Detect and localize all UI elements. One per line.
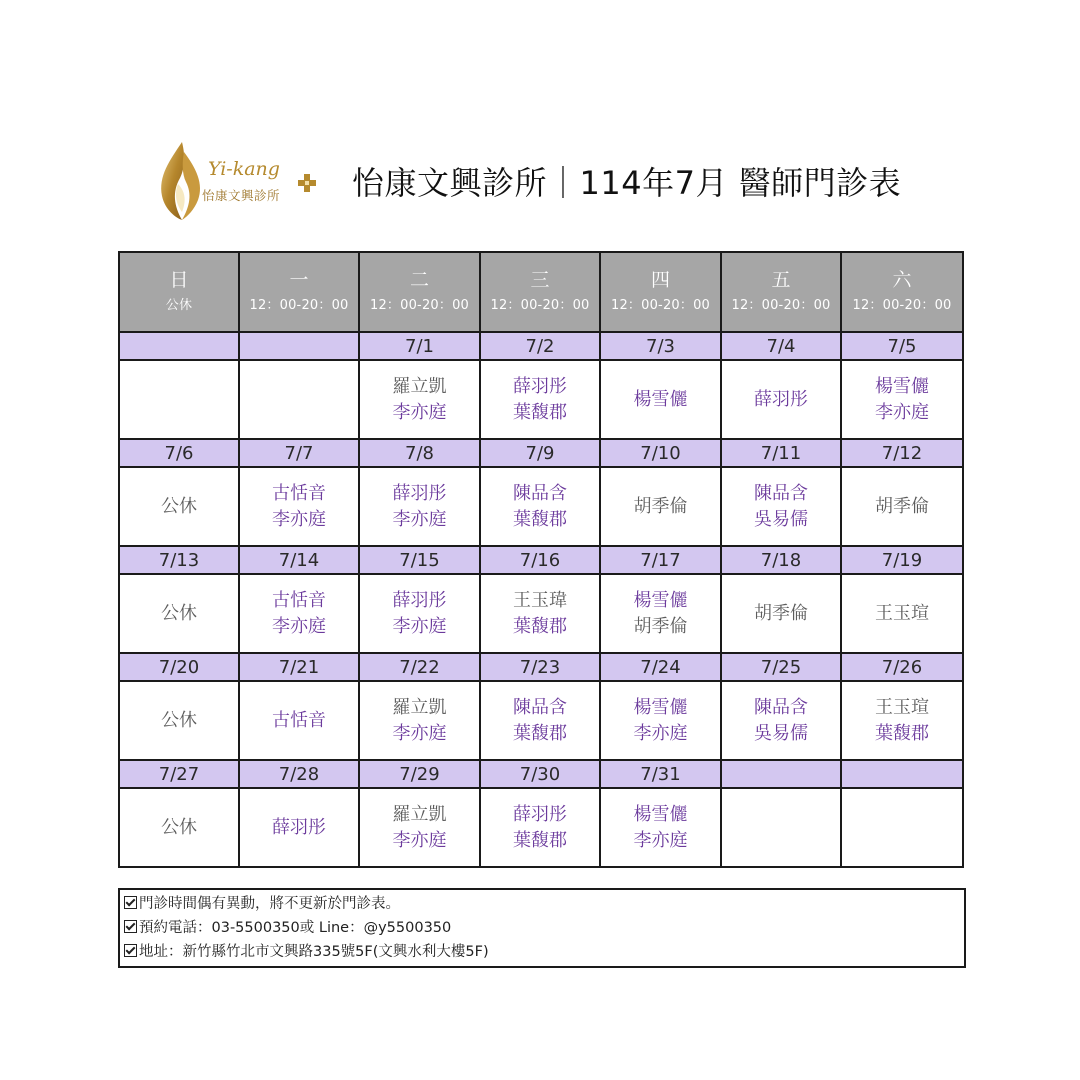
doctor-name: 李亦庭 <box>392 615 447 637</box>
date-cell: 7/15 <box>359 546 480 574</box>
doctor-name: 葉馥郡 <box>513 722 567 744</box>
date-cell: 7/28 <box>239 760 359 788</box>
date-cell <box>239 332 359 360</box>
doctor-cell <box>721 788 841 867</box>
doctor-name: 李亦庭 <box>875 401 929 423</box>
doctor-cell <box>359 681 480 760</box>
closed-label: 公休 <box>161 602 197 624</box>
doctor-name: 陳品含 <box>754 696 808 718</box>
doctor-cell <box>480 360 600 439</box>
doctor-name: 吳易儒 <box>754 722 808 744</box>
date-cell: 7/4 <box>721 332 841 360</box>
clinic-hours-label: 12：00-20：00 <box>490 298 590 313</box>
doctor-name: 葉馥郡 <box>513 508 567 530</box>
weekday-header-cell <box>841 252 963 332</box>
date-row <box>119 760 963 788</box>
date-cell: 7/29 <box>359 760 480 788</box>
doctor-cell <box>359 574 480 653</box>
weekday-header-cell <box>600 252 721 332</box>
doctor-name: 王玉瑄 <box>875 602 929 624</box>
doctor-cell <box>721 574 841 653</box>
doctor-name: 胡季倫 <box>875 495 929 517</box>
doctor-cell <box>600 360 721 439</box>
doctor-name: 葉馥郡 <box>513 829 567 851</box>
doctor-cell <box>119 360 239 439</box>
notes-box <box>118 888 966 968</box>
schedule-table <box>118 251 964 868</box>
doctor-cell <box>600 467 721 546</box>
doctor-cell <box>841 467 963 546</box>
doctor-row <box>119 467 963 546</box>
doctor-name: 古恬音 <box>272 709 326 731</box>
date-cell: 7/30 <box>480 760 600 788</box>
note-line: 預約電話：03-5500350或 Line：@y5500350 <box>124 916 964 940</box>
doctor-cell <box>721 681 841 760</box>
date-cell: 7/25 <box>721 653 841 681</box>
date-row <box>119 546 963 574</box>
doctor-cell <box>841 788 963 867</box>
doctor-cell <box>359 360 480 439</box>
doctor-name: 楊雪儷 <box>633 388 688 410</box>
doctor-name: 古恬音 <box>272 589 326 611</box>
clinic-hours-label: 12：00-20：00 <box>852 298 952 313</box>
flame-logo-icon <box>152 140 212 222</box>
date-cell: 7/26 <box>841 653 963 681</box>
date-cell: 7/24 <box>600 653 721 681</box>
date-cell: 7/13 <box>119 546 239 574</box>
closed-label: 公休 <box>161 709 197 731</box>
weekday-header-cell <box>239 252 359 332</box>
doctor-name: 薛羽彤 <box>513 375 567 397</box>
doctor-name: 李亦庭 <box>633 722 688 744</box>
doctor-name: 葉馥郡 <box>513 401 567 423</box>
doctor-name: 吳易儒 <box>754 508 808 530</box>
doctor-name: 李亦庭 <box>392 401 447 423</box>
checkbox-icon <box>124 896 137 909</box>
doctor-cell <box>119 788 239 867</box>
clinic-hours-label: 12：00-20：00 <box>731 298 831 313</box>
doctor-name: 陳品含 <box>513 482 567 504</box>
date-row <box>119 332 963 360</box>
clinic-hours-label: 12：00-20：00 <box>610 298 711 313</box>
date-cell: 7/8 <box>359 439 480 467</box>
weekday-label: 日 <box>169 269 189 291</box>
doctor-name: 胡季倫 <box>633 495 688 517</box>
date-cell: 7/1 <box>359 332 480 360</box>
doctor-name: 古恬音 <box>272 482 326 504</box>
doctor-name: 楊雪儷 <box>875 375 929 397</box>
doctor-cell <box>841 681 963 760</box>
clinic-hours-label: 12：00-20：00 <box>249 298 349 313</box>
weekday-header-cell <box>721 252 841 332</box>
date-cell <box>721 760 841 788</box>
doctor-name: 楊雪儷 <box>633 589 688 611</box>
date-cell: 7/31 <box>600 760 721 788</box>
doctor-row <box>119 788 963 867</box>
date-row <box>119 439 963 467</box>
checkbox-icon <box>124 920 137 933</box>
doctor-name: 李亦庭 <box>633 829 688 851</box>
doctor-cell <box>359 467 480 546</box>
doctor-cell <box>600 574 721 653</box>
date-cell: 7/22 <box>359 653 480 681</box>
date-cell <box>119 332 239 360</box>
weekday-label: 三 <box>530 269 550 291</box>
weekday-header-cell <box>480 252 600 332</box>
doctor-cell <box>480 788 600 867</box>
weekday-label: 四 <box>650 269 670 291</box>
date-cell: 7/5 <box>841 332 963 360</box>
doctor-cell <box>480 467 600 546</box>
date-cell: 7/14 <box>239 546 359 574</box>
logo-name-text: 怡康文興診所 <box>202 188 281 203</box>
doctor-name: 王玉瑋 <box>513 589 567 611</box>
date-cell: 7/6 <box>119 439 239 467</box>
closed-label: 公休 <box>161 816 197 838</box>
doctor-name: 薛羽彤 <box>272 816 326 838</box>
date-cell: 7/20 <box>119 653 239 681</box>
note-line: 地址：新竹縣竹北市文興路335號5F(文興水利大樓5F) <box>124 940 964 964</box>
doctor-name: 楊雪儷 <box>633 803 688 825</box>
doctor-name: 陳品含 <box>754 482 808 504</box>
weekday-header-row <box>119 252 963 332</box>
date-cell: 7/16 <box>480 546 600 574</box>
doctor-cell <box>119 574 239 653</box>
doctor-name: 李亦庭 <box>272 615 326 637</box>
doctor-row <box>119 360 963 439</box>
doctor-name: 胡季倫 <box>633 615 688 637</box>
doctor-cell <box>721 360 841 439</box>
date-cell: 7/9 <box>480 439 600 467</box>
checkbox-icon <box>124 944 137 957</box>
doctor-name: 羅立凱 <box>392 803 447 825</box>
clinic-hours-label: 12：00-20：00 <box>369 298 470 313</box>
date-row <box>119 653 963 681</box>
doctor-name: 李亦庭 <box>392 722 447 744</box>
date-cell: 7/27 <box>119 760 239 788</box>
cross-logo-icon <box>298 174 316 192</box>
date-cell: 7/10 <box>600 439 721 467</box>
date-cell <box>841 760 963 788</box>
doctor-name: 薛羽彤 <box>754 388 808 410</box>
doctor-name: 葉馥郡 <box>513 615 567 637</box>
weekday-label: 一 <box>289 269 309 291</box>
date-cell: 7/12 <box>841 439 963 467</box>
doctor-name: 羅立凱 <box>392 375 447 397</box>
doctor-cell <box>239 467 359 546</box>
date-cell: 7/11 <box>721 439 841 467</box>
date-cell: 7/7 <box>239 439 359 467</box>
doctor-cell <box>239 574 359 653</box>
doctor-name: 王玉瑄 <box>875 696 929 718</box>
doctor-cell <box>119 467 239 546</box>
date-cell: 7/17 <box>600 546 721 574</box>
date-cell: 7/21 <box>239 653 359 681</box>
doctor-name: 薛羽彤 <box>392 589 447 611</box>
doctor-row <box>119 574 963 653</box>
doctor-cell <box>841 574 963 653</box>
doctor-cell <box>239 360 359 439</box>
doctor-cell <box>239 681 359 760</box>
weekday-label: 二 <box>409 269 429 291</box>
weekday-label: 五 <box>771 269 791 291</box>
doctor-row <box>119 681 963 760</box>
doctor-cell <box>480 574 600 653</box>
doctor-name: 薛羽彤 <box>513 803 567 825</box>
doctor-name: 胡季倫 <box>754 602 808 624</box>
page-title: 怡康文興診所｜114年7月 醫師門診表 <box>352 164 902 202</box>
doctor-name: 薛羽彤 <box>392 482 447 504</box>
date-cell: 7/23 <box>480 653 600 681</box>
doctor-cell <box>721 467 841 546</box>
date-cell: 7/18 <box>721 546 841 574</box>
doctor-cell <box>480 681 600 760</box>
doctor-cell <box>359 788 480 867</box>
doctor-cell <box>841 360 963 439</box>
date-cell: 7/19 <box>841 546 963 574</box>
doctor-name: 李亦庭 <box>392 829 447 851</box>
doctor-cell <box>239 788 359 867</box>
date-cell: 7/2 <box>480 332 600 360</box>
weekday-header-cell <box>359 252 480 332</box>
doctor-name: 羅立凱 <box>392 696 447 718</box>
doctor-name: 李亦庭 <box>392 508 447 530</box>
note-line: 門診時間偶有異動，將不更新於門診表。 <box>124 892 964 916</box>
clinic-logo <box>152 140 320 222</box>
doctor-name: 葉馥郡 <box>875 722 929 744</box>
weekday-header-cell <box>119 252 239 332</box>
clinic-hours-label: 公休 <box>165 298 193 313</box>
closed-label: 公休 <box>161 495 197 517</box>
date-cell: 7/3 <box>600 332 721 360</box>
logo-script-text: Yi-kang <box>208 158 280 180</box>
weekday-label: 六 <box>892 269 912 291</box>
doctor-cell <box>119 681 239 760</box>
doctor-cell <box>600 788 721 867</box>
doctor-cell <box>600 681 721 760</box>
doctor-name: 楊雪儷 <box>633 696 688 718</box>
doctor-name: 李亦庭 <box>272 508 326 530</box>
doctor-name: 陳品含 <box>513 696 567 718</box>
